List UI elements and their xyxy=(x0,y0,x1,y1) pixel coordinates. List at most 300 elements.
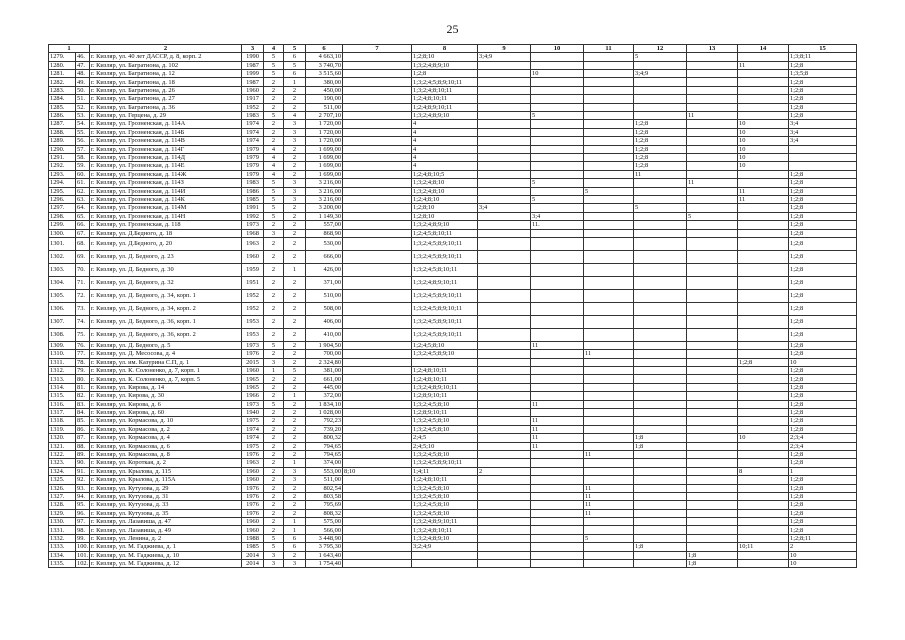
table-cell xyxy=(738,409,789,417)
table-cell: 1976 xyxy=(242,501,264,509)
table-cell: 3;4 xyxy=(789,128,857,136)
table-cell xyxy=(531,153,584,161)
table-cell: 53. xyxy=(76,112,90,120)
table-cell: 2 xyxy=(264,221,284,229)
table-cell xyxy=(478,383,531,391)
table-row xyxy=(49,153,857,161)
table-cell: г. Кизляр, ул. Д. Бедного, д. 32 xyxy=(90,276,242,289)
table-cell: 1;2;8 xyxy=(789,392,857,400)
table-cell xyxy=(634,400,687,408)
table-cell xyxy=(687,358,738,366)
table-cell xyxy=(789,162,857,170)
table-cell: 1304. xyxy=(49,276,76,289)
table-cell: 54. xyxy=(76,120,90,128)
table-row xyxy=(49,358,857,366)
table-cell: 2 xyxy=(264,409,284,417)
table-cell: 5 xyxy=(284,367,306,375)
table-cell: 1;2;8 xyxy=(789,289,857,302)
table-cell: 575,00 xyxy=(306,518,343,526)
table-cell xyxy=(738,204,789,212)
table-cell: г. Кизляр, ул. Кирова, д. 60 xyxy=(90,409,242,417)
table-row xyxy=(49,328,857,341)
table-cell: 2 xyxy=(264,417,284,425)
table-cell: 2 707,10 xyxy=(306,112,343,120)
table-cell xyxy=(531,302,584,315)
table-cell: 1;3;2;4;5;8;9;10;11 xyxy=(412,302,478,315)
table-cell: 380,00 xyxy=(306,78,343,86)
table-cell xyxy=(584,170,634,178)
table-cell xyxy=(343,237,412,250)
table-cell xyxy=(478,276,531,289)
column-header: 15 xyxy=(789,45,857,53)
table-cell xyxy=(478,350,531,358)
table-cell xyxy=(343,170,412,178)
table-cell: 1979 xyxy=(242,145,264,153)
table-cell: 4 xyxy=(264,162,284,170)
table-cell: 82. xyxy=(76,392,90,400)
table-row xyxy=(49,289,857,302)
table-cell: 1;2;8 xyxy=(789,383,857,391)
table-cell: 1 720,00 xyxy=(306,137,343,145)
table-cell: 1953 xyxy=(242,315,264,328)
table-cell: 2 xyxy=(264,328,284,341)
table-row xyxy=(49,560,857,568)
table-cell: 794,65 xyxy=(306,450,343,458)
table-cell: 1;2;8 xyxy=(789,328,857,341)
table-cell xyxy=(634,86,687,94)
column-header: 8 xyxy=(412,45,478,53)
table-cell xyxy=(478,103,531,111)
table-cell xyxy=(531,86,584,94)
table-cell: 2 xyxy=(284,229,306,237)
table-row xyxy=(49,78,857,86)
table-cell: 1 699,00 xyxy=(306,170,343,178)
table-cell: г. Кизляр, ул. Кутузова, д. 35 xyxy=(90,509,242,517)
table-cell: 49. xyxy=(76,78,90,86)
table-cell: 4 xyxy=(264,170,284,178)
table-cell: 80. xyxy=(76,375,90,383)
table-cell xyxy=(634,195,687,203)
table-cell: г. Кизляр, ул. Д. Бедного, д. 36, корп. 1 xyxy=(90,315,242,328)
table-cell xyxy=(634,476,687,484)
table-cell: 1;3;2;4;8;9;10;11 xyxy=(412,383,478,391)
table-cell xyxy=(687,221,738,229)
table-cell xyxy=(478,367,531,375)
table-cell: 1960 xyxy=(242,476,264,484)
table-cell: 3 216,00 xyxy=(306,187,343,195)
table-cell: 1;2;8 xyxy=(789,170,857,178)
table-cell xyxy=(634,526,687,534)
table-cell: 8;10 xyxy=(343,467,412,475)
table-cell: 1;4;11 xyxy=(412,467,478,475)
table-cell: 1;2;8 xyxy=(634,153,687,161)
table-cell: 1;2;8 xyxy=(789,450,857,458)
table-cell: 1;2;4;8;10;5 xyxy=(412,170,478,178)
table-cell xyxy=(738,341,789,349)
table-cell xyxy=(478,187,531,195)
table-cell: 1;3;2;4;8;10 xyxy=(412,187,478,195)
table-cell: 66. xyxy=(76,221,90,229)
table-cell xyxy=(634,263,687,276)
table-cell xyxy=(789,153,857,161)
table-cell: 1;2;8 xyxy=(789,221,857,229)
table-cell: 5 xyxy=(264,543,284,551)
table-cell xyxy=(343,518,412,526)
table-cell: 1952 xyxy=(242,289,264,302)
table-cell: 1312. xyxy=(49,367,76,375)
table-cell: 1;2;8 xyxy=(789,501,857,509)
table-cell: 48. xyxy=(76,70,90,78)
table-cell: 1;2;8 xyxy=(738,358,789,366)
table-cell: 1960 xyxy=(242,250,264,263)
table-row xyxy=(49,459,857,467)
table-cell xyxy=(738,400,789,408)
table-row xyxy=(49,95,857,103)
table-cell xyxy=(531,459,584,467)
table-cell: 98. xyxy=(76,526,90,534)
table-cell: 739,20 xyxy=(306,425,343,433)
table-cell: 3;4 xyxy=(789,137,857,145)
table-cell: 1281. xyxy=(49,70,76,78)
table-cell: 1968 xyxy=(242,229,264,237)
table-cell: 2 xyxy=(264,450,284,458)
table-row xyxy=(49,195,857,203)
table-cell xyxy=(584,315,634,328)
table-cell: 74. xyxy=(76,315,90,328)
table-cell: г. Кизляр, ул. Грозненская, д. 114Н xyxy=(90,212,242,220)
table-cell: 1321. xyxy=(49,442,76,450)
table-cell xyxy=(478,543,531,551)
table-cell: 802,54 xyxy=(306,484,343,492)
table-cell: 1988 xyxy=(242,534,264,542)
table-row xyxy=(49,534,857,542)
table-cell xyxy=(687,476,738,484)
table-cell xyxy=(738,476,789,484)
table-cell: 1975 xyxy=(242,442,264,450)
table-cell: 1974 xyxy=(242,120,264,128)
table-cell xyxy=(531,492,584,500)
table-cell xyxy=(478,341,531,349)
table-row xyxy=(49,61,857,69)
table-cell: 1;2;4;5;8;10;11 xyxy=(412,229,478,237)
table-cell xyxy=(343,501,412,509)
table-cell: 79. xyxy=(76,367,90,375)
table-cell: 6 xyxy=(284,534,306,542)
table-cell: 1;2;4;8;10;11 xyxy=(412,367,478,375)
table-cell: 3;4;9 xyxy=(634,70,687,78)
table-cell xyxy=(687,103,738,111)
table-cell: 10 xyxy=(738,128,789,136)
table-cell: 67. xyxy=(76,229,90,237)
table-cell: 3 xyxy=(284,120,306,128)
table-cell: 10 xyxy=(738,120,789,128)
table-cell xyxy=(738,70,789,78)
table-cell: г. Кизляр, ул. Короткая, д. 2 xyxy=(90,459,242,467)
table-cell xyxy=(584,263,634,276)
table-cell xyxy=(687,328,738,341)
table-cell: 11 xyxy=(584,350,634,358)
table-cell: 1960 xyxy=(242,467,264,475)
table-cell: 1279. xyxy=(49,53,76,61)
table-cell: 1291. xyxy=(49,153,76,161)
table-cell xyxy=(687,61,738,69)
table-cell: 794,65 xyxy=(306,442,343,450)
table-cell: 1329. xyxy=(49,509,76,517)
table-cell: 1;2;8 xyxy=(789,350,857,358)
table-cell: 1;3;2;4;5;8;10 xyxy=(412,501,478,509)
table-cell: г. Кизляр, ул. Кирова, д. 30 xyxy=(90,392,242,400)
table-cell: 1326. xyxy=(49,484,76,492)
table-cell: 1 149,30 xyxy=(306,212,343,220)
table-cell xyxy=(343,221,412,229)
table-cell: 5 xyxy=(264,112,284,120)
table-cell: 1325. xyxy=(49,476,76,484)
table-cell: 1965 xyxy=(242,375,264,383)
column-header: 11 xyxy=(584,45,634,53)
table-cell: 1313. xyxy=(49,375,76,383)
table-cell: 511,00 xyxy=(306,476,343,484)
table-cell xyxy=(687,70,738,78)
table-cell xyxy=(343,425,412,433)
table-cell xyxy=(584,526,634,534)
table-cell xyxy=(343,450,412,458)
table-cell: 1;3;2;4;5;8;9;10;11 xyxy=(412,328,478,341)
table-row xyxy=(49,187,857,195)
table-cell: г. Кизляр, ул. Кормасова, д. 8 xyxy=(90,450,242,458)
table-cell xyxy=(738,302,789,315)
table-cell xyxy=(531,509,584,517)
table-cell: 1973 xyxy=(242,400,264,408)
table-cell: г. Кизляр, ул. Грозненская, д. 114Д xyxy=(90,153,242,161)
table-row xyxy=(49,162,857,170)
table-cell xyxy=(687,95,738,103)
table-cell: 100. xyxy=(77,543,89,551)
table-cell xyxy=(687,518,738,526)
table-cell xyxy=(531,162,584,170)
table-cell: 1 xyxy=(789,467,857,475)
table-cell xyxy=(531,263,584,276)
table-cell: 510,00 xyxy=(306,289,343,302)
table-cell xyxy=(634,492,687,500)
table-cell xyxy=(478,237,531,250)
table-cell: 2 xyxy=(284,358,306,366)
table-cell: 11 xyxy=(634,170,687,178)
table-cell xyxy=(531,543,584,551)
table-cell: 2 xyxy=(264,78,284,86)
table-cell: 4 xyxy=(264,145,284,153)
table-cell xyxy=(343,383,412,391)
table-cell: г. Кизляр, ул. Грозненская, д. 118 xyxy=(90,221,242,229)
table-cell: 1;2;8 xyxy=(789,417,857,425)
table-cell xyxy=(687,425,738,433)
table-cell xyxy=(634,95,687,103)
table-cell: 2 xyxy=(264,289,284,302)
table-cell: г. Кизляр, ул. Грозненская, д. 114А xyxy=(90,120,242,128)
table-cell xyxy=(478,128,531,136)
table-cell xyxy=(738,53,789,61)
table-cell xyxy=(584,328,634,341)
table-cell: 5 xyxy=(264,400,284,408)
table-cell xyxy=(478,484,531,492)
table-cell: 59. xyxy=(76,162,90,170)
table-cell xyxy=(738,289,789,302)
table-cell xyxy=(531,358,584,366)
table-cell xyxy=(634,417,687,425)
table-cell xyxy=(478,560,531,568)
table-row xyxy=(49,400,857,408)
table-cell: 10 xyxy=(531,70,584,78)
table-cell: 666,00 xyxy=(306,250,343,263)
table-cell: 70. xyxy=(76,263,90,276)
table-cell: 700,00 xyxy=(306,350,343,358)
table-cell: 1 xyxy=(284,518,306,526)
table-cell xyxy=(343,120,412,128)
table-row xyxy=(49,221,857,229)
table-row xyxy=(49,170,857,178)
table-cell xyxy=(343,367,412,375)
table-cell: 1;8 xyxy=(687,551,738,559)
table-cell xyxy=(584,476,634,484)
table-cell xyxy=(478,302,531,315)
table-cell: г. Кизляр, ул. Лазавиша, д. 47 xyxy=(90,518,242,526)
table-cell: 1;2;8 xyxy=(634,120,687,128)
table-row xyxy=(49,137,857,145)
table-cell xyxy=(531,145,584,153)
table-cell xyxy=(687,237,738,250)
table-cell: 2 xyxy=(284,145,306,153)
table-cell: 2 xyxy=(284,484,306,492)
column-header: 4 xyxy=(264,45,284,53)
table-cell: 1952 xyxy=(242,302,264,315)
table-row xyxy=(49,484,857,492)
table-cell: 5 xyxy=(264,195,284,203)
table-cell: 2 xyxy=(284,204,306,212)
table-cell xyxy=(343,78,412,86)
table-cell: 2 xyxy=(284,276,306,289)
table-row xyxy=(49,145,857,153)
table-cell xyxy=(687,289,738,302)
table-cell: 1;8 xyxy=(634,442,687,450)
table-cell: г. Кизляр, ул. Кутузова, д. 29 xyxy=(90,484,242,492)
table-cell: 2 xyxy=(264,518,284,526)
table-cell: 2 xyxy=(264,95,284,103)
table-cell: 3 xyxy=(264,551,284,559)
table-cell: 1;3;2;4;8;9;10 xyxy=(412,61,478,69)
table-cell xyxy=(478,450,531,458)
table-cell: 4 xyxy=(284,112,306,120)
table-cell xyxy=(738,328,789,341)
table-cell: 2;3;4 xyxy=(789,442,857,450)
table-cell: 57. xyxy=(76,145,90,153)
table-cell: 2 xyxy=(284,289,306,302)
table-cell: 1986 xyxy=(242,187,264,195)
table-cell xyxy=(478,442,531,450)
table-cell: 4 xyxy=(264,153,284,161)
table-cell xyxy=(531,229,584,237)
table-cell xyxy=(584,302,634,315)
table-cell: 6 xyxy=(284,543,306,551)
table-cell xyxy=(531,315,584,328)
table-row xyxy=(49,276,857,289)
table-cell: 1963 xyxy=(242,237,264,250)
table-cell xyxy=(634,383,687,391)
table-cell xyxy=(531,518,584,526)
table-cell: 1;3;2;4;8;10;11 xyxy=(412,526,478,534)
table-cell: 52. xyxy=(76,103,90,111)
table-cell: 1292. xyxy=(49,162,76,170)
table-cell: 5 xyxy=(584,534,634,542)
table-cell xyxy=(687,263,738,276)
table-cell: 1307. xyxy=(49,315,76,328)
table-cell: 11 xyxy=(531,434,584,442)
table-cell xyxy=(687,78,738,86)
table-cell: 1;2;8 xyxy=(789,195,857,203)
table-cell: г. Кизляр, ул. Кормасова, д. 4 xyxy=(90,434,242,442)
table-cell: 2 xyxy=(284,417,306,425)
table-cell: 84. xyxy=(76,409,90,417)
table-cell xyxy=(634,560,687,568)
table-cell: г. Кизляр, ул. Д. Бедного, д. 34, корп. 2 xyxy=(90,302,242,315)
table-cell xyxy=(478,358,531,366)
table-cell: 4 xyxy=(412,128,478,136)
table-cell: 5 xyxy=(264,341,284,349)
table-cell xyxy=(634,212,687,220)
table-cell: 11 xyxy=(584,492,634,500)
table-cell: 83. xyxy=(76,400,90,408)
table-cell: 3 xyxy=(284,179,306,187)
table-cell xyxy=(343,543,412,551)
table-cell xyxy=(584,518,634,526)
table-cell xyxy=(412,358,478,366)
table-cell: 3;4 xyxy=(531,212,584,220)
table-cell xyxy=(634,78,687,86)
table-cell xyxy=(343,400,412,408)
table-cell: г. Кизляр, ул. Д. Бедного, д. 36, корп. 2 xyxy=(90,328,242,341)
table-cell xyxy=(343,153,412,161)
table-cell: 1951 xyxy=(242,276,264,289)
table-cell xyxy=(531,392,584,400)
table-cell: 1295. xyxy=(49,187,76,195)
table-cell xyxy=(531,187,584,195)
table-cell: 85. xyxy=(76,417,90,425)
table-cell: 89. xyxy=(76,450,90,458)
table-cell: 3 740,70 xyxy=(306,61,343,69)
table-cell: 1 699,00 xyxy=(306,153,343,161)
table-cell xyxy=(478,526,531,534)
table-cell: 1;3;2;4;8;9;10;11 xyxy=(412,518,478,526)
table-cell: 99. xyxy=(76,534,90,542)
table-cell xyxy=(738,551,789,559)
table-cell: 2 xyxy=(284,551,306,559)
table-cell: 4 663,10 xyxy=(306,53,343,61)
table-cell: 1974 xyxy=(242,137,264,145)
table-cell: 3 xyxy=(264,560,284,568)
table-cell xyxy=(738,442,789,450)
table-cell xyxy=(343,459,412,467)
table-cell: 795,69 xyxy=(306,501,343,509)
table-cell xyxy=(478,315,531,328)
table-cell xyxy=(412,551,478,559)
table-cell: 3;4 xyxy=(478,204,531,212)
table-cell: г. Кизляр, ул. Кутузова, д. 31 xyxy=(90,492,242,500)
table-cell: 1;2;8 xyxy=(789,341,857,349)
table-cell: 58. xyxy=(76,153,90,161)
table-cell: 1;2;8 xyxy=(789,229,857,237)
table-cell: 11 xyxy=(531,425,584,433)
table-cell xyxy=(687,509,738,517)
table-cell: 1303. xyxy=(49,263,76,276)
table-cell: 1;2;8 xyxy=(789,179,857,187)
